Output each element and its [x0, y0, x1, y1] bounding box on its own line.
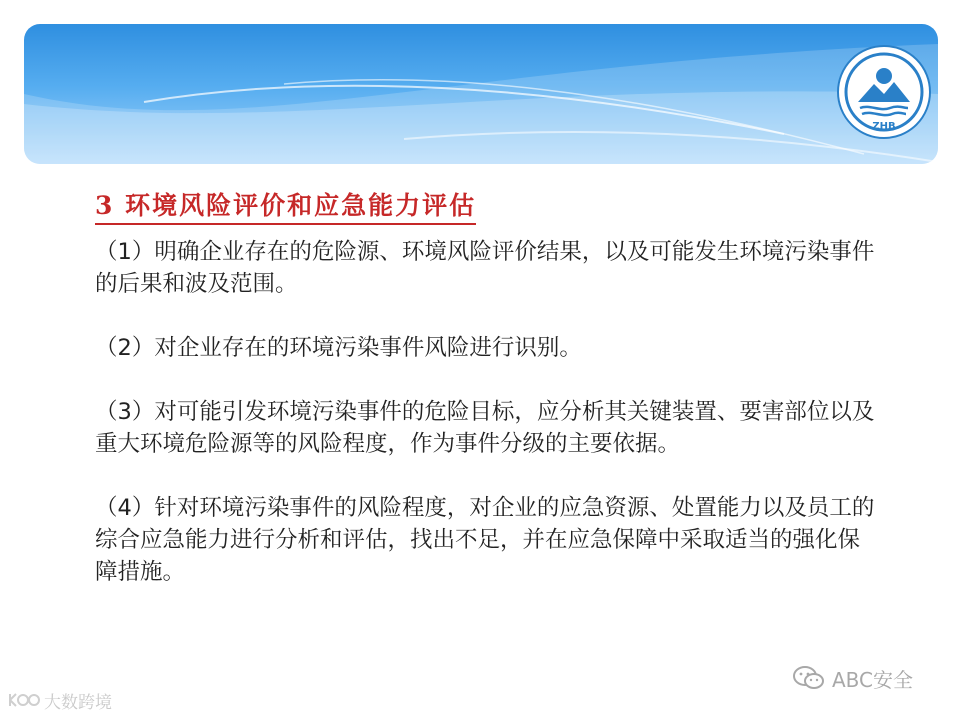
- paragraph-1: （1）明确企业存在的危险源、环境风险评价结果，以及可能发生环境污染事件的后果和波及范围。: [95, 239, 875, 297]
- banner-waves: [24, 24, 938, 164]
- paragraph-3: （3）对可能引发环境污染事件的危险目标，应分析其关键装置、要害部位以及重大环境危险源等的风险程度，作为事件分级的主要依据。: [95, 399, 875, 457]
- watermark-right: [792, 660, 913, 696]
- emblem-label: ZHB: [872, 121, 896, 132]
- watermark-right-text: ABC安全: [832, 667, 914, 692]
- watermark-left-text: 大数跨境: [44, 692, 112, 713]
- paragraph-4: （4）针对环境污染事件的风险程度，对企业的应急资源、处置能力以及员工的综合应急能力进行分析和评估，找出不足，并在应急保障中采取适当的强化保障措施。: [95, 495, 875, 585]
- slide-title: 3 环境风险评价和应急能力评估: [95, 186, 476, 225]
- watermark-left: [6, 688, 112, 712]
- header-banner: [24, 24, 938, 164]
- paragraph-2: （2）对企业存在的环境污染事件风险进行识别。: [95, 335, 582, 361]
- wechat-icon: [792, 664, 826, 692]
- slide-body: [95, 236, 875, 620]
- environment-protection-emblem-icon: [836, 44, 932, 140]
- watermark-logo-icon: [6, 690, 40, 710]
